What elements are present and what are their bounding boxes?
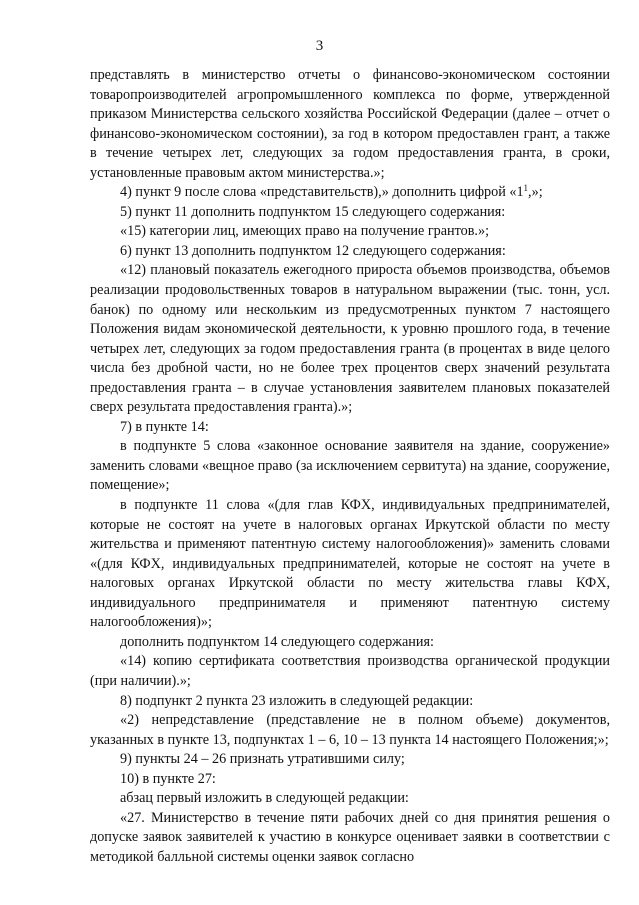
paragraph-quote-12: «12) плановый показатель ежегодного прироста объемов производства, объемов реализации продовольственных товаров в натуральном выражении (тыс. тонн, усл. банок) по одному или нескольким из предусмотренных пунктом 7 настоящего Положения видам экономической деятельности, к уровню прошлого года, в течение четырех лет, следующих за годом предоставления гранта (в процентах в виде целого числа без дробной части, но не более трех процентов сверх значений результата предоставления гранта – в случае установления заявителем плановых показателей сверх результата предоставления гранта).»; bbox=[90, 262, 610, 416]
paragraph-quote-27: «27. Министерство в течение пяти рабочих дней со дня принятия решения о допуске заявок заявителей к участию в конкурсе оценивает заявки в соответствии с методикой балльной системы оценки заявок согласно bbox=[90, 809, 610, 865]
paragraph-tail: ,»; bbox=[528, 184, 543, 201]
document-body bbox=[90, 66, 610, 867]
superscript: 1 bbox=[523, 183, 529, 194]
paragraph-subitem-5: в подпункте 5 слова «законное основание заявителя на здание, сооружение» заменить словами «вещное право (за исключением сервитута) на здание, сооружение, помещение»; bbox=[90, 438, 610, 494]
paragraph-item-10: 10) в пункте 27: bbox=[120, 770, 216, 787]
paragraph-first-abzac: абзац первый изложить в следующей редакции: bbox=[120, 790, 409, 807]
paragraph-continuation: представлять в министерство отчеты о финансово-экономическом состоянии товаропроизводителей агропромышленного комплекса по форме, утвержденной приказом Министерства сельского хозяйства Российской Федерации (далее – отчет о финансово-экономическом состоянии), за год в котором предоставлен грант, а также в течение четырех лет, следующих за годом предоставления гранта, в сроки, установленные правовым актом министерства.»; bbox=[90, 67, 610, 181]
paragraph-text: 4) пункт 9 после слова «представительств),» дополнить цифрой «1 bbox=[120, 184, 524, 201]
paragraph-item-8: 8) подпункт 2 пункта 23 изложить в следующей редакции: bbox=[120, 692, 474, 709]
paragraph-item-4 bbox=[90, 183, 610, 203]
paragraph-quote-14: «14) копию сертификата соответствия производства органической продукции (при наличии).»; bbox=[90, 653, 610, 689]
paragraph-item-6: 6) пункт 13 дополнить подпунктом 12 следующего содержания: bbox=[120, 242, 506, 259]
page-number: 3 bbox=[315, 38, 324, 54]
paragraph-item-9: 9) пункты 24 – 26 признать утратившими силу; bbox=[120, 751, 405, 768]
paragraph-item-5: 5) пункт 11 дополнить подпунктом 15 следующего содержания: bbox=[120, 203, 506, 220]
paragraph-quote-2: «2) непредставление (представление не в полном объеме) документов, указанных в пункте 13, подпунктах 1 – 6, 10 – 13 пункта 14 настоящего Положения;»; bbox=[90, 712, 610, 748]
paragraph-item-7: 7) в пункте 14: bbox=[120, 418, 209, 435]
paragraph-quote-15: «15) категории лиц, имеющих право на получение грантов.»; bbox=[120, 223, 490, 240]
paragraph-add-subitem-14: дополнить подпунктом 14 следующего содержания: bbox=[120, 633, 434, 650]
paragraph-subitem-11: в подпункте 11 слова «(для глав КФХ, индивидуальных предпринимателей, которые не состоят на учете в налоговых органах Иркутской области по месту жительства и применяют патентную систему налогообложения)» заменить словами «(для КФХ, индивидуальных предпринимателей, которые не состоят на учете в налоговых органах Иркутской области по месту жительства главы КФХ, индивидуального предпринимателя и применяют патентную систему налогообложения)»; bbox=[90, 497, 610, 631]
